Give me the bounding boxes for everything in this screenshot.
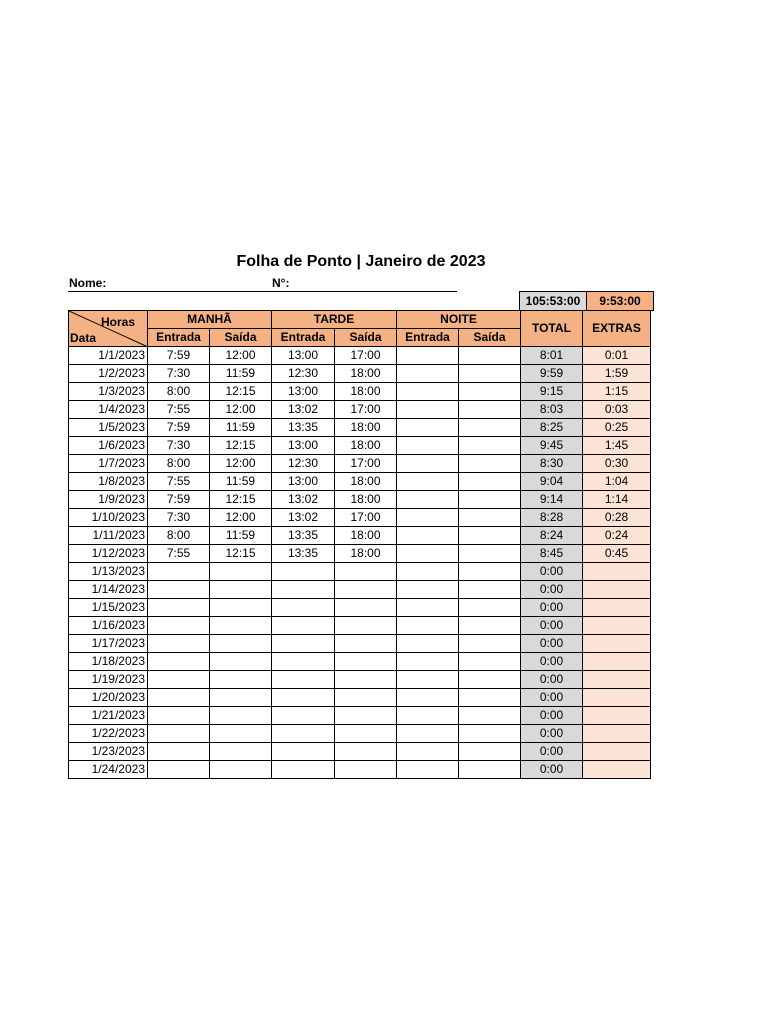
table-row [69, 401, 719, 419]
date-cell[interactable]: 1/11/2023 [69, 527, 148, 545]
noite-entrada-cell[interactable] [397, 527, 459, 545]
extras-cell[interactable]: 0:03 [583, 401, 651, 419]
header-horas: Horas [101, 315, 136, 329]
extras-cell[interactable] [583, 635, 651, 653]
extras-cell[interactable]: 1:15 [583, 383, 651, 401]
noite-entrada-cell[interactable] [397, 401, 459, 419]
noite-saida-cell[interactable] [459, 743, 521, 761]
extras-cell[interactable] [583, 671, 651, 689]
noite-saida-cell[interactable] [459, 419, 521, 437]
manha-entrada-cell[interactable]: 8:00 [148, 455, 210, 473]
extras-cell[interactable] [583, 743, 651, 761]
page-title: Folha de Ponto | Janeiro de 2023 [236, 253, 486, 270]
manha-saida-cell[interactable]: 12:00 [210, 455, 272, 473]
table-row [69, 653, 719, 671]
total-cell[interactable]: 0:00 [521, 617, 583, 635]
total-cell[interactable]: 8:45 [521, 545, 583, 563]
noite-saida-cell[interactable] [459, 527, 521, 545]
manha-saida-cell[interactable] [210, 743, 272, 761]
table-row [69, 455, 719, 473]
total-cell[interactable]: 8:25 [521, 419, 583, 437]
manha-saida-cell[interactable]: 11:59 [210, 473, 272, 491]
tarde-saida-cell[interactable]: 17:00 [335, 347, 397, 365]
manha-saida-cell[interactable]: 12:15 [210, 437, 272, 455]
tarde-saida-cell[interactable] [335, 563, 397, 581]
table-row [69, 689, 719, 707]
name-field[interactable] [68, 276, 457, 292]
header-manha-entrada: Entrada [148, 329, 210, 347]
total-cell[interactable]: 9:45 [521, 437, 583, 455]
total-cell[interactable]: 0:00 [521, 671, 583, 689]
tarde-saida-cell[interactable] [335, 671, 397, 689]
total-cell[interactable]: 0:00 [521, 761, 583, 779]
manha-saida-cell[interactable] [210, 725, 272, 743]
manha-entrada-cell[interactable] [148, 653, 210, 671]
extras-cell[interactable] [583, 707, 651, 725]
extras-cell[interactable] [583, 725, 651, 743]
total-cell[interactable]: 8:03 [521, 401, 583, 419]
noite-saida-cell[interactable] [459, 653, 521, 671]
manha-entrada-cell[interactable] [148, 761, 210, 779]
table-row [69, 491, 719, 509]
total-cell[interactable]: 0:00 [521, 635, 583, 653]
tarde-entrada-cell[interactable]: 13:00 [272, 347, 335, 365]
tarde-saida-cell[interactable]: 18:00 [335, 527, 397, 545]
tarde-saida-cell[interactable] [335, 617, 397, 635]
total-cell[interactable]: 8:30 [521, 455, 583, 473]
tarde-entrada-cell[interactable] [272, 671, 335, 689]
date-cell[interactable]: 1/17/2023 [69, 635, 148, 653]
tarde-saida-cell[interactable]: 17:00 [335, 455, 397, 473]
tarde-entrada-cell[interactable]: 13:35 [272, 545, 335, 563]
noite-saida-cell[interactable] [459, 491, 521, 509]
noite-saida-cell[interactable] [459, 437, 521, 455]
date-cell[interactable]: 1/15/2023 [69, 599, 148, 617]
date-cell[interactable]: 1/23/2023 [69, 743, 148, 761]
tarde-entrada-cell[interactable]: 13:02 [272, 509, 335, 527]
extras-cell[interactable]: 0:30 [583, 455, 651, 473]
tarde-entrada-cell[interactable] [272, 581, 335, 599]
date-cell[interactable]: 1/5/2023 [69, 419, 148, 437]
total-cell[interactable]: 8:01 [521, 347, 583, 365]
header-data: Data [70, 331, 97, 345]
noite-entrada-cell[interactable] [397, 473, 459, 491]
noite-saida-cell[interactable] [459, 563, 521, 581]
date-cell[interactable]: 1/3/2023 [69, 383, 148, 401]
noite-entrada-cell[interactable] [397, 761, 459, 779]
tarde-entrada-cell[interactable]: 13:35 [272, 527, 335, 545]
noite-saida-cell[interactable] [459, 509, 521, 527]
tarde-entrada-cell[interactable]: 13:35 [272, 419, 335, 437]
extras-cell[interactable]: 0:28 [583, 509, 651, 527]
table-row [69, 545, 719, 563]
tarde-saida-cell[interactable]: 17:00 [335, 509, 397, 527]
extras-cell[interactable] [583, 653, 651, 671]
extras-cell[interactable]: 0:25 [583, 419, 651, 437]
date-cell[interactable]: 1/19/2023 [69, 671, 148, 689]
tarde-entrada-cell[interactable]: 13:00 [272, 383, 335, 401]
tarde-saida-cell[interactable]: 18:00 [335, 437, 397, 455]
tarde-entrada-cell[interactable] [272, 761, 335, 779]
noite-saida-cell[interactable] [459, 617, 521, 635]
noite-entrada-cell[interactable] [397, 635, 459, 653]
date-cell[interactable]: 1/24/2023 [69, 761, 148, 779]
manha-entrada-cell[interactable] [148, 563, 210, 581]
table-row [69, 347, 719, 365]
total-cell[interactable]: 0:00 [521, 707, 583, 725]
tarde-saida-cell[interactable] [335, 653, 397, 671]
manha-saida-cell[interactable] [210, 707, 272, 725]
tarde-entrada-cell[interactable]: 13:02 [272, 491, 335, 509]
manha-entrada-cell[interactable]: 7:55 [148, 401, 210, 419]
manha-saida-cell[interactable] [210, 617, 272, 635]
total-cell[interactable]: 0:00 [521, 653, 583, 671]
extras-cell[interactable]: 1:59 [583, 365, 651, 383]
manha-entrada-cell[interactable]: 7:55 [148, 473, 210, 491]
manha-entrada-cell[interactable] [148, 599, 210, 617]
noite-entrada-cell[interactable] [397, 437, 459, 455]
total-cell[interactable]: 0:00 [521, 581, 583, 599]
tarde-saida-cell[interactable] [335, 743, 397, 761]
tarde-saida-cell[interactable] [335, 581, 397, 599]
manha-entrada-cell[interactable]: 8:00 [148, 383, 210, 401]
noite-entrada-cell[interactable] [397, 365, 459, 383]
total-cell[interactable]: 0:00 [521, 689, 583, 707]
extras-cell[interactable] [583, 617, 651, 635]
date-cell[interactable]: 1/16/2023 [69, 617, 148, 635]
table-row [69, 707, 719, 725]
noite-saida-cell[interactable] [459, 455, 521, 473]
tarde-entrada-cell[interactable]: 13:02 [272, 401, 335, 419]
noite-entrada-cell[interactable] [397, 725, 459, 743]
header-total: TOTAL [521, 311, 583, 347]
extras-cell[interactable]: 0:45 [583, 545, 651, 563]
date-cell[interactable]: 1/18/2023 [69, 653, 148, 671]
noite-entrada-cell[interactable] [397, 545, 459, 563]
total-cell[interactable]: 9:04 [521, 473, 583, 491]
noite-saida-cell[interactable] [459, 473, 521, 491]
tarde-saida-cell[interactable]: 18:00 [335, 491, 397, 509]
noite-entrada-cell[interactable] [397, 509, 459, 527]
manha-saida-cell[interactable] [210, 671, 272, 689]
noite-saida-cell[interactable] [459, 671, 521, 689]
tarde-entrada-cell[interactable] [272, 653, 335, 671]
date-cell[interactable]: 1/9/2023 [69, 491, 148, 509]
table-row [69, 743, 719, 761]
total-cell[interactable]: 0:00 [521, 599, 583, 617]
date-cell[interactable]: 1/4/2023 [69, 401, 148, 419]
header-tarde-entrada: Entrada [272, 329, 335, 347]
noite-saida-cell[interactable] [459, 635, 521, 653]
manha-saida-cell[interactable] [210, 563, 272, 581]
header-noite-entrada: Entrada [397, 329, 459, 347]
manha-entrada-cell[interactable] [148, 743, 210, 761]
total-cell[interactable]: 9:15 [521, 383, 583, 401]
extras-cell[interactable] [583, 599, 651, 617]
noite-entrada-cell[interactable] [397, 347, 459, 365]
noite-entrada-cell[interactable] [397, 599, 459, 617]
tarde-saida-cell[interactable]: 18:00 [335, 473, 397, 491]
extras-cell[interactable]: 1:45 [583, 437, 651, 455]
noite-saida-cell[interactable] [459, 761, 521, 779]
header-extras: EXTRAS [583, 311, 651, 347]
noite-entrada-cell[interactable] [397, 581, 459, 599]
noite-entrada-cell[interactable] [397, 563, 459, 581]
table-row [69, 527, 719, 545]
date-cell[interactable]: 1/2/2023 [69, 365, 148, 383]
grand-total-cell: 105:53:00 [520, 292, 587, 311]
manha-entrada-cell[interactable] [148, 617, 210, 635]
manha-saida-cell[interactable] [210, 635, 272, 653]
tarde-entrada-cell[interactable] [272, 617, 335, 635]
total-cell[interactable]: 9:59 [521, 365, 583, 383]
total-cell[interactable]: 0:00 [521, 743, 583, 761]
manha-entrada-cell[interactable]: 7:59 [148, 491, 210, 509]
tarde-entrada-cell[interactable]: 12:30 [272, 365, 335, 383]
date-cell[interactable]: 1/12/2023 [69, 545, 148, 563]
table-row [69, 437, 719, 455]
tarde-saida-cell[interactable] [335, 599, 397, 617]
tarde-entrada-cell[interactable]: 12:30 [272, 455, 335, 473]
date-cell[interactable]: 1/10/2023 [69, 509, 148, 527]
tarde-saida-cell[interactable]: 17:00 [335, 401, 397, 419]
extras-cell[interactable]: 0:01 [583, 347, 651, 365]
manha-entrada-cell[interactable] [148, 635, 210, 653]
tarde-entrada-cell[interactable] [272, 689, 335, 707]
manha-entrada-cell[interactable]: 8:00 [148, 527, 210, 545]
tarde-entrada-cell[interactable] [272, 743, 335, 761]
manha-entrada-cell[interactable]: 7:30 [148, 437, 210, 455]
extras-cell[interactable] [583, 581, 651, 599]
extras-cell[interactable] [583, 689, 651, 707]
table-row [69, 509, 719, 527]
noite-saida-cell[interactable] [459, 599, 521, 617]
manha-saida-cell[interactable]: 12:15 [210, 383, 272, 401]
noite-entrada-cell[interactable] [397, 653, 459, 671]
tarde-entrada-cell[interactable] [272, 563, 335, 581]
date-cell[interactable]: 1/20/2023 [69, 689, 148, 707]
date-cell[interactable]: 1/14/2023 [69, 581, 148, 599]
manha-saida-cell[interactable] [210, 653, 272, 671]
noite-saida-cell[interactable] [459, 581, 521, 599]
manha-entrada-cell[interactable] [148, 689, 210, 707]
noite-saida-cell[interactable] [459, 689, 521, 707]
tarde-saida-cell[interactable]: 18:00 [335, 365, 397, 383]
header-noite: NOITE [397, 311, 521, 329]
header-manha-saida: Saída [210, 329, 272, 347]
noite-saida-cell[interactable] [459, 707, 521, 725]
total-cell[interactable]: 0:00 [521, 725, 583, 743]
manha-entrada-cell[interactable]: 7:30 [148, 509, 210, 527]
date-cell[interactable]: 1/8/2023 [69, 473, 148, 491]
date-cell[interactable]: 1/22/2023 [69, 725, 148, 743]
manha-saida-cell[interactable] [210, 599, 272, 617]
noite-entrada-cell[interactable] [397, 419, 459, 437]
noite-entrada-cell[interactable] [397, 689, 459, 707]
table-row [69, 581, 719, 599]
date-cell[interactable]: 1/21/2023 [69, 707, 148, 725]
noite-saida-cell[interactable] [459, 347, 521, 365]
tarde-entrada-cell[interactable] [272, 725, 335, 743]
grand-extras-cell: 9:53:00 [587, 292, 654, 311]
total-cell[interactable]: 0:00 [521, 563, 583, 581]
manha-saida-cell[interactable] [210, 689, 272, 707]
table-row [69, 473, 719, 491]
noite-saida-cell[interactable] [459, 383, 521, 401]
tarde-entrada-cell[interactable]: 13:00 [272, 437, 335, 455]
header-horas-data [69, 311, 148, 347]
number-label: N°: [272, 276, 290, 290]
noite-entrada-cell[interactable] [397, 707, 459, 725]
manha-saida-cell[interactable]: 12:00 [210, 509, 272, 527]
manha-entrada-cell[interactable] [148, 581, 210, 599]
noite-saida-cell[interactable] [459, 365, 521, 383]
tarde-entrada-cell[interactable] [272, 635, 335, 653]
name-label: Nome: [69, 276, 107, 290]
noite-entrada-cell[interactable] [397, 743, 459, 761]
noite-entrada-cell[interactable] [397, 383, 459, 401]
table-row [69, 635, 719, 653]
noite-entrada-cell[interactable] [397, 455, 459, 473]
date-cell[interactable]: 1/6/2023 [69, 437, 148, 455]
manha-saida-cell[interactable] [210, 581, 272, 599]
table-row [69, 383, 719, 401]
noite-saida-cell[interactable] [459, 545, 521, 563]
table-row [69, 725, 719, 743]
manha-saida-cell[interactable]: 12:15 [210, 491, 272, 509]
tarde-saida-cell[interactable]: 18:00 [335, 419, 397, 437]
table-row [69, 563, 719, 581]
noite-entrada-cell[interactable] [397, 491, 459, 509]
header-tarde: TARDE [272, 311, 397, 329]
manha-entrada-cell[interactable]: 7:55 [148, 545, 210, 563]
manha-entrada-cell[interactable]: 7:59 [148, 419, 210, 437]
noite-entrada-cell[interactable] [397, 671, 459, 689]
manha-saida-cell[interactable]: 11:59 [210, 365, 272, 383]
tarde-entrada-cell[interactable] [272, 599, 335, 617]
total-cell[interactable]: 8:28 [521, 509, 583, 527]
table-row [69, 617, 719, 635]
table-row [69, 419, 719, 437]
tarde-saida-cell[interactable]: 18:00 [335, 545, 397, 563]
extras-cell[interactable]: 0:24 [583, 527, 651, 545]
header-tarde-saida: Saída [335, 329, 397, 347]
manha-saida-cell[interactable]: 12:15 [210, 545, 272, 563]
total-cell[interactable]: 8:24 [521, 527, 583, 545]
extras-cell[interactable] [583, 563, 651, 581]
timesheet-rows [69, 347, 719, 779]
manha-entrada-cell[interactable]: 7:59 [148, 347, 210, 365]
extras-cell[interactable]: 1:04 [583, 473, 651, 491]
tarde-saida-cell[interactable] [335, 707, 397, 725]
tarde-saida-cell[interactable] [335, 635, 397, 653]
date-cell[interactable]: 1/7/2023 [69, 455, 148, 473]
tarde-saida-cell[interactable]: 18:00 [335, 383, 397, 401]
table-row [69, 365, 719, 383]
table-row [69, 671, 719, 689]
manha-entrada-cell[interactable] [148, 725, 210, 743]
manha-entrada-cell[interactable] [148, 671, 210, 689]
tarde-saida-cell[interactable] [335, 761, 397, 779]
manha-saida-cell[interactable] [210, 761, 272, 779]
total-cell[interactable]: 9:14 [521, 491, 583, 509]
header-noite-saida: Saída [459, 329, 521, 347]
date-cell[interactable]: 1/1/2023 [69, 347, 148, 365]
noite-saida-cell[interactable] [459, 401, 521, 419]
manha-saida-cell[interactable]: 12:00 [210, 401, 272, 419]
tarde-saida-cell[interactable] [335, 689, 397, 707]
extras-cell[interactable] [583, 761, 651, 779]
tarde-entrada-cell[interactable]: 13:00 [272, 473, 335, 491]
noite-entrada-cell[interactable] [397, 617, 459, 635]
tarde-entrada-cell[interactable] [272, 707, 335, 725]
tarde-saida-cell[interactable] [335, 725, 397, 743]
extras-cell[interactable]: 1:14 [583, 491, 651, 509]
manha-saida-cell[interactable]: 11:59 [210, 527, 272, 545]
totals-summary [519, 291, 654, 311]
manha-saida-cell[interactable]: 11:59 [210, 419, 272, 437]
date-cell[interactable]: 1/13/2023 [69, 563, 148, 581]
table-row [69, 761, 719, 779]
manha-saida-cell[interactable]: 12:00 [210, 347, 272, 365]
header-manha: MANHÃ [148, 311, 272, 329]
table-row [69, 599, 719, 617]
timesheet-table [68, 310, 719, 779]
noite-saida-cell[interactable] [459, 725, 521, 743]
manha-entrada-cell[interactable]: 7:30 [148, 365, 210, 383]
manha-entrada-cell[interactable] [148, 707, 210, 725]
